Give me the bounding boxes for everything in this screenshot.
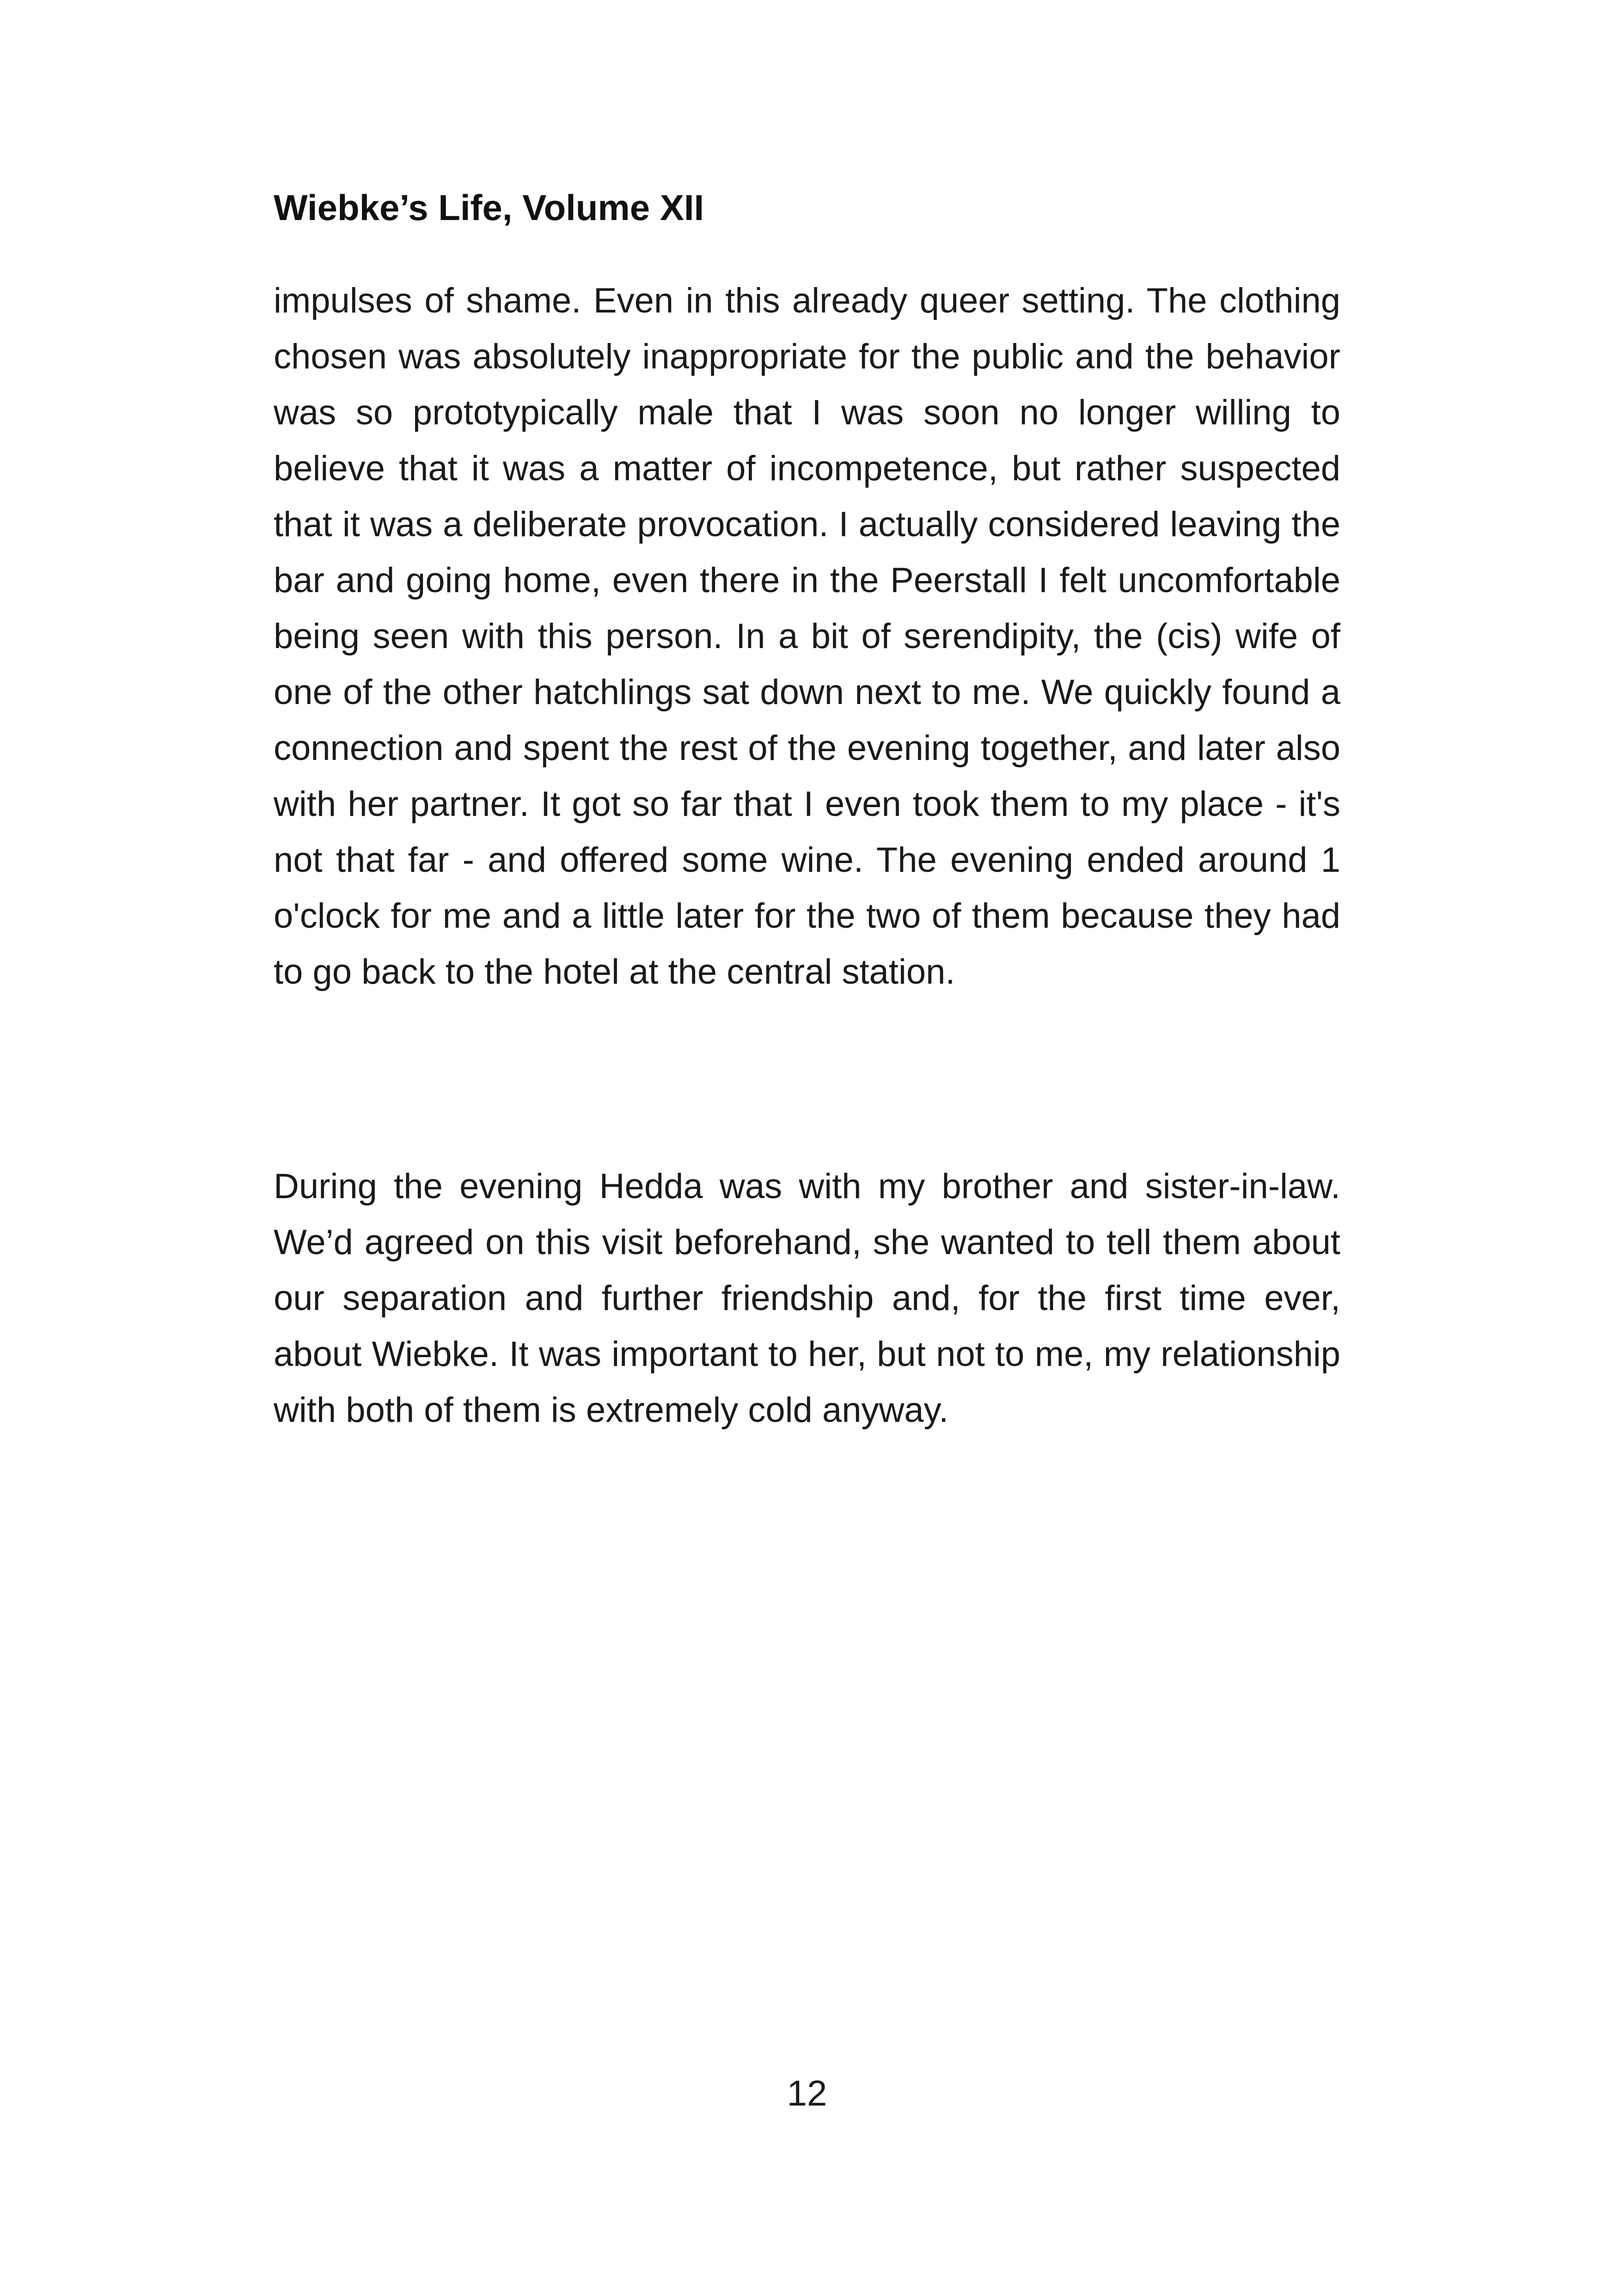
body-paragraph: During the evening Hedda was with my brother and sister-in-law. We’d agreed on this visit beforehand, she wanted to tell them about our separation and further friendship and, for the first time ever, about Wiebke. It was important to her, but not to me, my relationship with both of them is extremely cold anyway. bbox=[274, 1167, 1340, 1430]
page-number: 12 bbox=[787, 2073, 827, 2113]
running-header: Wiebke’s Life, Volume XII bbox=[274, 187, 704, 228]
body-paragraph: impulses of shame. Even in this already queer setting. The clothing chosen was absolutely inappropriate for the public and the behavior was so prototypically male that I was soon no longer willing to believe that it was a matter of incompetence, but rather suspected that it was a deliberate provocation. I actually considered leaving the bar and going home, even there in the Peerstall I felt uncomfortable being seen with this person. In a bit of serendipity, the (cis) wife of one of the other hatchlings sat down next to me. We quickly found a connection and spent the rest of the evening together, and later also with her partner. It got so far that I even took them to my place - it's not that far - and offered some wine. The evening ended around 1 o'clock for me and a little later for the two of them because they had to go back to the hotel at the central station. bbox=[274, 281, 1340, 992]
